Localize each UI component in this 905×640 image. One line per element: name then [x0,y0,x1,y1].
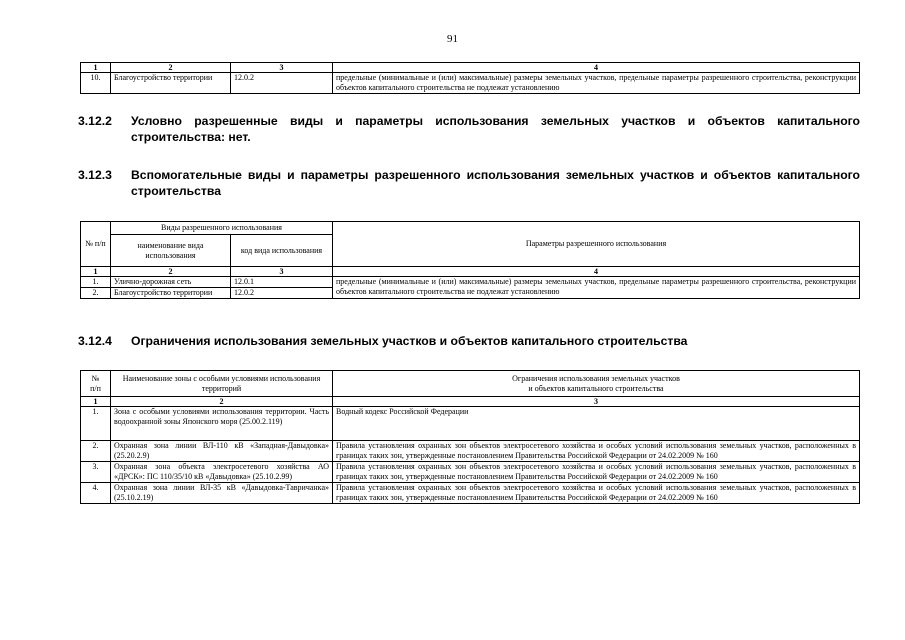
header-restrictions [333,371,860,397]
zone-name: Охранная зона объекта электросетевого хозяйства АО «ДРСК»: ПС 110/35/10 кВ «Давыдовка» (25.10.2.99) [111,462,333,483]
header-group: Виды разрешенного использования [111,222,333,235]
use-name: Благоустройство территории [111,73,231,94]
use-code: 12.0.2 [231,288,333,299]
table-restrictions [80,370,860,504]
table-row [81,483,860,504]
header-num [81,371,111,397]
header-use-name: наименование вида использования [111,235,231,267]
header-params: Параметры разрешенного использования [333,222,860,267]
use-params: предельные (минимальные и (или) максимальные) размеры земельных участков, предельные параметры разрешенного строительства, реконструкции объектов капитального строительства не подлежат установлению [333,73,860,94]
col-number: 3 [231,63,333,73]
restriction-text: Правила установления охранных зон объектов электросетевого хозяйства и особых условий использования земельных участков, расположенных в границах таких зон, утвержденные постановлением Правительства Российской Федерации от 24.02.2009 № 160 [333,441,860,462]
section-number: 3.12.2 [78,114,112,128]
page-number: 91 [447,33,458,45]
col-number: 1 [81,397,111,407]
header-zone: Наименование зоны с особыми условиями использования территорий [111,371,333,397]
restriction-text: Правила установления охранных зон объектов электросетевого хозяйства и особых условий использования земельных участков, расположенных в границах таких зон, утвержденные постановлением Правительства Российской Федерации от 24.02.2009 № 160 [333,462,860,483]
zone-name: Охранная зона линии ВЛ-110 кВ «Западная-Давыдовка» (25.20.2.9) [111,441,333,462]
col-number: 4 [333,63,860,73]
col-number: 4 [333,267,860,277]
table-row [81,407,860,441]
row-number: 3. [81,462,111,483]
row-number: 2. [81,288,111,299]
table-row [81,441,860,462]
header-restrictions-line: Ограничения использования земельных участков [512,373,680,383]
use-code: 12.0.1 [231,277,333,288]
col-number: 3 [333,397,860,407]
col-number: 1 [81,267,111,277]
header-num-line: п/п [90,383,101,393]
row-number: 2. [81,441,111,462]
header-restrictions-line: и объектов капитального строительства [528,383,664,393]
col-number: 2 [111,397,333,407]
header-use-code: код вида использования [231,235,333,267]
section-title: Вспомогательные виды и параметры разрешенного использования земельных участков и объектов капитального строительства [131,168,860,198]
col-number: 1 [81,63,111,73]
restriction-text: Водный кодекс Российской Федерации [333,407,860,441]
table-row [81,462,860,483]
row-number: 1. [81,407,111,441]
section-number: 3.12.4 [78,334,112,348]
use-params: предельные (минимальные и (или) максимальные) размеры земельных участков, предельные параметры разрешенного строительства, реконструкции объектов капитального строительства не подлежат установлению [333,277,860,299]
row-number: 1. [81,277,111,288]
col-number: 3 [231,267,333,277]
section-heading-3-12-2 [78,113,860,145]
zone-name: Зона с особыми условиями использования территории. Часть водоохранной зоны Японского моря (25.00.2.119) [111,407,333,441]
use-name: Благоустройство территории [111,288,231,299]
section-title: Ограничения использования земельных участков и объектов капитального строительства [131,334,688,348]
column-number-row [81,267,860,277]
table-row [81,73,860,94]
table-auxiliary-uses [80,221,860,299]
zone-name: Охранная зона линии ВЛ-35 кВ «Давыдовка-Тавричанка» (25.10.2.19) [111,483,333,504]
col-number: 2 [111,267,231,277]
section-heading-3-12-3 [78,167,860,199]
column-number-row [81,397,860,407]
column-number-row [81,63,860,73]
row-number: 10. [81,73,111,94]
section-heading-3-12-4 [78,333,860,349]
table-row [81,277,860,288]
section-number: 3.12.3 [78,168,112,182]
row-number: 4. [81,483,111,504]
section-title: Условно разрешенные виды и параметры использования земельных участков и объектов капитального строительства: нет. [131,114,860,144]
use-name: Улично-дорожная сеть [111,277,231,288]
header-num: № п/п [81,222,111,267]
use-code: 12.0.2 [231,73,333,94]
restriction-text: Правила установления охранных зон объектов электросетевого хозяйства и особых условий использования земельных участков, расположенных в границах таких зон, утвержденные постановлением Правительства Российской Федерации от 24.02.2009 № 160 [333,483,860,504]
col-number: 2 [111,63,231,73]
header-num-line: № [91,373,100,383]
table-continuation [80,62,860,94]
